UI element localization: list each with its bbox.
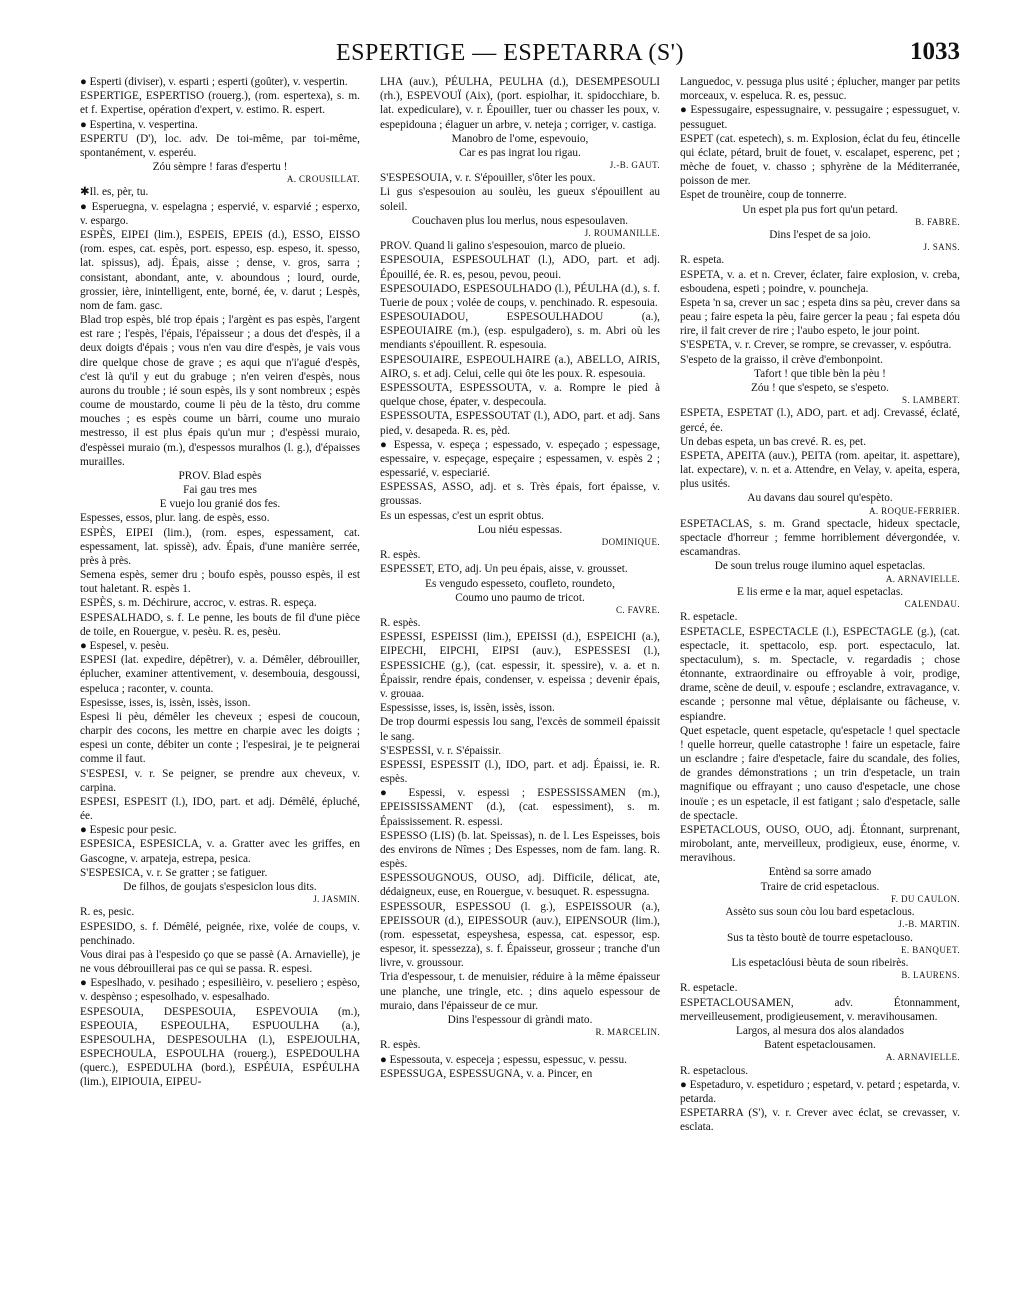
dictionary-entry: ESPÈS, s. m. Déchirure, accroc, v. estras. R. espeça. <box>80 597 317 610</box>
dictionary-entry: S'espeto de la graisso, il crève d'embonpoint. <box>680 353 883 366</box>
dictionary-entry: R. espetacle. <box>680 982 738 995</box>
citation-line: Batent espetaclousamen. <box>764 1039 876 1052</box>
dictionary-entry: Espet de trounèire, coup de tonnerre. <box>680 189 847 202</box>
citation-author: F. DU CAULON. <box>891 893 960 904</box>
dictionary-entry: S'ESPETA, v. r. Crever, se rompre, se crevasser, v. espóutra. <box>680 339 952 352</box>
citation-line: Fai gau tres mes <box>183 484 257 497</box>
citation-author: CALENDAU. <box>904 599 960 610</box>
citation-line: Au davans dau sourel qu'espèto. <box>747 492 893 505</box>
citation-author: S. LAMBERT. <box>902 395 960 406</box>
dictionary-entry: R. espetaclous. <box>680 1064 749 1077</box>
dictionary-entry: ● Espertina, v. vespertina. <box>80 118 198 131</box>
dictionary-entry: ● Esperuegna, v. espelagna ; espervié, v. esparvié ; esperxo, v. espargo. <box>80 200 360 227</box>
dictionary-entry: R. espès. <box>380 1039 421 1052</box>
dictionary-entry: Espesi li pèu, démêler les cheveux ; espesi de coucoun, charpir des cocons, les mettre en charpie avec les doigts ; espesi un conte, débiter un conte ; l'espesirai, je te peignerai comme il faut. <box>80 710 360 766</box>
citation-author: J. ROUMANILLE. <box>584 228 660 238</box>
citation-line: Tafort ! que tible bèn la pèu ! <box>754 367 886 380</box>
dictionary-entry: R. espetacle. <box>680 611 738 624</box>
dictionary-entry: ESPETARRA (S'), v. r. Crever avec éclat, se crevasser, v. esclata. <box>680 1107 960 1134</box>
dictionary-entry: ● Esperti (diviser), v. esparti ; esperti (goûter), v. vespertin. <box>80 76 348 88</box>
dictionary-entry: ● Espesel, v. pesèu. <box>80 639 169 652</box>
citation-author: B. LAURENS. <box>901 970 960 981</box>
citation-author: R. MARCELIN. <box>595 1027 660 1038</box>
dictionary-entry: Espeta 'n sa, crever un sac ; espeta dins sa pèu, crever dans sa peau ; faire espeta la pèu, faire gercer la peau ; fai espeta dóu rire, il fait crever de rire ; l'aubo espeto, le jour point. <box>680 296 960 338</box>
citation-line: Car es pas ingrat lou rigau. <box>459 146 581 159</box>
citation-line: Es vengudo espesseto, coufleto, roundeto, <box>425 577 615 590</box>
dictionary-entry: Un debas espeta, un bas crevé. R. es, pet. <box>680 435 867 448</box>
dictionary-entry: ESPESIDO, s. f. Démêlé, peignée, rixe, volée de coups, v. penchinado. <box>80 920 360 947</box>
citation-line: Zóu sèmpre ! faras d'espertu ! <box>152 161 288 174</box>
dictionary-entry: Semena espès, semer dru ; boufo espès, pousso espès, il est tout haletant. R. espès 1. <box>80 569 360 596</box>
citation-line: De filhos, de goujats s'espesiclon lous dits. <box>123 880 317 893</box>
citation-author: E. BANQUET. <box>901 944 960 955</box>
citation-line: Lis espetaclóusi bèuta de soun ribeirès. <box>731 956 909 969</box>
dictionary-entry: R. espeta. <box>680 254 725 267</box>
dictionary-entry: PROV. Quand li galino s'espesouion, marco de plueio. <box>380 240 626 253</box>
dictionary-entry: ESPESALHADO, s. f. Le penne, les bouts de fil d'une pièce de toile, en Rouergue, v. pesèu. R. es, pesèu. <box>80 611 360 638</box>
column-left <box>80 75 360 1290</box>
dictionary-entry: Espessisse, isses, is, issèn, issès, isson. <box>380 702 555 715</box>
citation-line: Manobro de l'ome, espevouio, <box>451 132 589 145</box>
dictionary-entry: ESPESOUIA, ESPESOULHAT (l.), ADO, part. et adj. Épouillé, ée. R. es, pesou, pevou, peoui. <box>380 254 660 281</box>
dictionary-entry: ESPESSO (LIS) (b. lat. Speissas), n. de l. Les Espeisses, bois des environs de Nîmes ; Des Espesses, nom de fam. lang. R. espès. <box>380 829 660 871</box>
citation-line: PROV. Blad espès <box>178 469 262 482</box>
dictionary-entry: Li gus s'espesouion au soulèu, les gueux s'épouillent au soleil. <box>380 186 660 213</box>
dictionary-entry: ● Espessugaire, espessugnaire, v. pessugaire ; espessuguet, v. pessuguet. <box>680 104 960 131</box>
dictionary-entry: Es un espessas, c'est un esprit obtus. <box>380 509 544 522</box>
citation-line: Zóu ! que s'espeto, se s'espeto. <box>750 382 890 394</box>
dictionary-entry: ESPESOUIA, DESPESOUIA, ESPEVOUIA (m.), ESPEOUIA, ESPEOULHA, ESPUOULHA (a.), ESPESOULHA, DESPESOULHA (l.), ESPEJOULHA, ESPECHOULA, ESPOULHA (rouerg.), ESPEDOULHA (querc.), ESPEDULHA (bord.), ESPÉUIA, ESPÉULHA (lim.), EIPIOUIA, EIPEU- <box>80 1005 360 1089</box>
citation-author: J.-B. GAUT. <box>609 160 660 171</box>
dictionary-entry: ESPESICA, ESPESICLA, v. a. Gratter avec les griffes, en Gascogne, v. arpateja, estrepa, pesica. <box>80 838 360 865</box>
dictionary-entry: ESPERTU (D'), loc. adv. De toi-même, par toi-même, spontanément, v. esperéu. <box>80 132 360 159</box>
dictionary-entry: ESPET (cat. espetech), s. m. Explosion, éclat du feu, étincelle qui éclate, pétard, bruit de fouet, v. escalapet, esperenc, pet ; mèche de fouet, v. chasso ; sphyrène de la Méditerranée, poisson de mer. <box>680 132 960 188</box>
dictionary-entry: ● Espessi, v. espessi ; ESPESSISSAMEN (m.), EPEISSISSAMENT (d.), (cat. espessiment), s. m. Épaississement. R. espessi. <box>380 787 660 828</box>
dictionary-entry: S'ESPESICA, v. r. Se gratter ; se fatiguer. <box>80 866 268 879</box>
dictionary-entry: Vous dirai pas à l'espesido ço que se passè (A. Arnavielle), je ne vous débrouillerai pas ce qui se passa. R. espesi. <box>80 948 360 976</box>
running-title: ESPERTIGE — ESPETARRA (S') <box>336 40 684 66</box>
citation-author: J. JASMIN. <box>313 894 360 905</box>
dictionary-entry: Espesisse, isses, is, issèn, issès, isson. <box>80 696 251 709</box>
dictionary-entry: ESPÈS, EIPEI (lim.), ESPEIS, EPEIS (d.), ESSO, EISSO (rom. espes, cat. espès, port. espesso, esp. espeso, it. spesso, lat. spissus), adj. Épais, aisse ; dense, v. gros, sarra ; consistant, abondant, ante, v. aboundous ; lourd, ourde, grossier, ière, inintelligent, ente, borné, ée, v. darut ; Lespès, nom de fam. gasc. <box>80 229 360 312</box>
dictionary-entry: ● Espessa, v. espeça ; espessado, v. espeçado ; espessage, espessaire, v. espeçage, espeçaire ; espessamen, v. espès 2 ; espessarié, v. especiarié. <box>380 438 660 480</box>
dictionary-entry: ESPESOUIADOU, ESPESOULHADOU (a.), ESPEOUIAIRE (m.), (esp. espulgadero), s. m. Abri où les mendiants s'épouillent. R. espesouia. <box>380 311 660 352</box>
citation-author: C. FAVRE. <box>615 604 660 615</box>
dictionary-entry: ESPESSOUGNOUS, OUSO, adj. Difficile, délicat, ate, dédaigneux, euse, en Rouergue, v. besuquet. R. espessugna. <box>380 872 660 899</box>
dictionary-entry: ESPETA, ESPETAT (l.), ADO, part. et adj. Crevassé, éclaté, gercé, ée. <box>680 407 960 434</box>
column-right <box>680 75 960 1290</box>
dictionary-entry: ESPETACLOUS, OUSO, OUO, adj. Étonnant, surprenant, mirobolant, ante, merveilleux, prodigieux, euse, énorme, v. meravihous. <box>680 823 960 865</box>
citation-line: E vuejo lou granié dos fes. <box>159 498 281 511</box>
dictionary-entry: ESPESI, ESPESIT (l.), IDO, part. et adj. Démêlé, épluché, ée. <box>80 795 360 823</box>
dictionary-entry: ● Espetaduro, v. espetiduro ; espetard, v. petard ; espetarda, v. petarda. <box>680 1078 960 1105</box>
citation-line: Coumo uno paumo de tricot. <box>455 591 585 604</box>
dictionary-entry: ESPERTIGE, ESPERTISO (rouerg.), (rom. espertexa), s. m. et f. Expertise, opération d'expert, v. estimo. R. espert. <box>80 90 360 117</box>
citation-author: A. CROUSILLAT. <box>286 174 360 185</box>
dictionary-entry: S'ESPESOUIA, v. r. S'épouiller, s'ôter les poux. <box>380 172 596 185</box>
dictionary-entry: ESPÈS, EIPEI (lim.), (rom. espes, espessament, cat. espessament, lat. spissè), adv. Épais, d'une manière serrée, près à près. <box>80 526 360 567</box>
dictionary-entry: R. espès. <box>380 617 421 630</box>
citation-line: Dins l'espessour di gràndi mato. <box>447 1013 593 1026</box>
dictionary-entry: R. es, pesic. <box>80 906 135 919</box>
citation-line: Entènd sa sorre amado <box>768 866 872 879</box>
dictionary-entry: ● Espessouta, v. especeja ; espessu, espessuc, v. pessu. <box>380 1053 627 1066</box>
dictionary-entry: ESPETA, APEITA (auv.), PEITA (rom. apeitar, it. aspettare), lat. expectare), v. n. et a. Attendre, en Velay, v. apeita, espera, plus usités. <box>680 449 960 491</box>
dictionary-entry: ESPETA, v. a. et n. Crever, éclater, faire explosion, v. creba, esboudena, espeti ; poindre, v. pouncheja. <box>680 268 960 295</box>
dictionary-entry: R. espès. <box>380 549 421 562</box>
dictionary-entry: ESPESSOUTA, ESPESSOUTA, v. a. Rompre le pied à quelque chose, épater, v. despecoula. <box>380 382 660 409</box>
citation-author: A. ROQUE-FERRIER. <box>868 505 960 516</box>
citation-line: Traire de crid espetaclous. <box>760 880 880 893</box>
dictionary-columns <box>80 75 960 1290</box>
dictionary-entry: ✱Il. es, pèr, tu. <box>80 186 149 199</box>
dictionary-entry: ESPESSOUR, ESPESSOU (l. g.), ESPEISSOUR (a.), EPEISSOUR (d.), EIPESSOUR (auv.), EIPENSOUR (lim.), (rom. espessetat, espeyshesa, espessa, cat. espessor, esp. espesor, it. spessezza), s. f. Épaisseur, grosseur ; tranche d'un livre, v. groussour. <box>380 900 660 970</box>
citation-author: A. ARNAVIELLE. <box>885 1052 960 1063</box>
dictionary-entry: ESPETACLAS, s. m. Grand spectacle, hideux spectacle, spectacle d'horreur ; femme horriblement dévergondée, v. escamandras. <box>680 517 960 559</box>
page-number: 1033 <box>910 38 960 65</box>
dictionary-entry: ESPESOUIADO, ESPESOULHADO (l.), PÉULHA (d.), s. f. Tuerie de poux ; volée de coups, v. penchinado. R. espesouia. <box>380 282 660 309</box>
dictionary-entry: ESPETACLE, ESPECTACLE (l.), ESPECTAGLE (g.), (cat. espectacle, it. spettacolo, esp. port. espectaculo, lat. spectaculum), s. m. Spectacle, v. regardadis ; chose étonnante, extraordinaire ou effroyable à voir, prodige, drame, scène de deuil, v. espoufe ; esclandre, extravagance, v. escande ; personne mal vêtue, déplaisante ou fâcheuse, v. espiandre. <box>680 625 960 723</box>
page-header <box>60 38 960 68</box>
dictionary-entry: Tria d'espessour, t. de menuisier, réduire à la même épaisseur une planche, une tringle, etc. ; dins aquelo espessour de muraio, dans l'épaisseur de ce mur. <box>380 971 660 1012</box>
dictionary-entry: LHA (auv.), PÉULHA, PEULHA (d.), DESEMPESOULI (rh.), ESPEVOUÏ (Aix), (port. espiolhar, it. spidocchiare, b. lat. expediculare), v. r. Épouiller, tuer ou chasser les poux, v. espepidouna ; élaguer un arbre, v. neteja ; corriger, v. castiga. <box>380 76 660 131</box>
dictionary-entry: Quet espetacle, quent espetacle, qu'espetacle ! quel spectacle ! quelle horreur, quelle catastrophe ! faire un espetacle, faire un esclandre ; faire d'espetacle, faire du scandale, des folies, de grandes démonstrations ; un trin d'espetacle, un train magnifique ou effrayant ; uno causo d'espetacle, une chose inouïe ; es un espetacle, il est fatigant ; salo d'espetacle, salle de spectacle. <box>680 724 960 822</box>
dictionary-entry: S'ESPESSI, v. r. S'épaissir. <box>380 744 502 757</box>
column-middle <box>380 75 660 1290</box>
dictionary-entry: Languedoc, v. pessuga plus usité ; éplucher, manger par petits morceaux, v. espeluca. R. es, pessuc. <box>680 76 960 103</box>
dictionary-entry: De trop dourmi espessis lou sang, l'excès de sommeil épaissit le sang. <box>380 716 660 743</box>
citation-author: J.-B. MARTIN. <box>898 919 960 930</box>
citation-line: De soun trelus rouge ilumino aquel espetaclas. <box>714 560 926 573</box>
citation-line: Sus ta tèsto boutè de tourre espetaclouso. <box>726 931 914 944</box>
dictionary-entry: ESPESSET, ETO, adj. Un peu épais, aisse, v. grousset. <box>380 563 628 576</box>
citation-line: Couchaven plus lou merlus, nous espesoulaven. <box>411 214 629 227</box>
dictionary-entry: ESPESSUGA, ESPESSUGNA, v. a. Pincer, en <box>380 1067 593 1080</box>
citation-line: E lis erme e la mar, aquel espetaclas. <box>736 585 904 598</box>
citation-line: Dins l'espet de sa joio. <box>769 229 871 241</box>
dictionary-entry: S'ESPESI, v. r. Se peigner, se prendre aux cheveux, v. carpina. <box>80 767 360 794</box>
dictionary-entry: ESPESSI, ESPEISSI (lim.), EPEISSI (d.), ESPEICHI (a.), EIPECHI, EIPCHI, EIPSI (auv.), ESPESSESI (l.), ESPESSICHE (g.), (cat. espessir, it. spessire), v. a. et n. Épaissir, rendre épais, condenser, v. espeissa ; devenir épais, v. grouaa. <box>380 631 660 700</box>
citation-author: J. SANS. <box>923 242 960 253</box>
dictionary-entry: ESPESSOUTA, ESPESSOUTAT (l.), ADO, part. et adj. Sans pied, v. desapeda. R. es, pèd. <box>380 410 660 437</box>
dictionary-entry: ESPESSAS, ASSO, adj. et s. Très épais, fort épaisse, v. groussas. <box>380 481 660 508</box>
dictionary-entry: ESPESI (lat. expedire, dépêtrer), v. a. Démêler, débrouiller, éplucher, examiner attentivement, v. desembouia, desgoussi, espeluca ; raconter, v. counta. <box>80 654 360 695</box>
citation-line: Lou niéu espessas. <box>477 523 563 536</box>
citation-line: Largos, al mesura dos alos alandados <box>736 1024 904 1037</box>
dictionary-entry: ● Espesic pour pesic. <box>80 824 177 837</box>
citation-line: Assèto sus soun còu lou bard espetaclous. <box>725 906 915 919</box>
citation-author: B. FABRE. <box>915 216 960 227</box>
citation-author: DOMINIQUE. <box>601 536 660 547</box>
citation-line: Un espet pla pus fort qu'un petard. <box>742 203 898 216</box>
dictionary-entry: ESPESSI, ESPESSIT (l.), IDO, part. et adj. Épaissi, ie. R. espès. <box>380 758 660 786</box>
dictionary-entry: ● Espeslhado, v. pesihado ; espesilièiro, v. peseliero ; espèso, v. despènso ; espesolhado, v. espesalhado. <box>80 977 360 1004</box>
dictionary-entry: ESPETACLOUSAMEN, adv. Étonnamment, merveilleusement, prodigieusement, v. meravihousamen. <box>680 996 960 1023</box>
dictionary-entry: Blad trop espès, blé trop épais ; l'argènt es pas espès, l'argent est rare ; l'espès, l'épais, l'épaisseur ; a dous det d'espès, il a deux doigts d'épais ; vous n'en vau dire d'espès, je vais vous dire quelque chose de grave ; es aqui que n'i'agué d'espès, c'est là qu'il y eut du grabuge ; n'en veiren d'espès, nous aurons du trouble ; ié soun espès, ils y sont nombreux ; espès coume de moustardo, coume li pèu de la tèsto, dru comme mouches ; es espès coume un bàrri, coume uno muraio mestresso, il est plus épais qu'un mur ; d'espèssi muraio, d'espèssei muraio (m.), d'espessos muralhos (l. g.), d'épaisses murailles. <box>80 314 360 468</box>
citation-author: A. ARNAVIELLE. <box>885 573 960 584</box>
dictionary-entry: Espesses, essos, plur. lang. de espès, esso. <box>80 512 270 525</box>
dictionary-entry: ESPESOUIAIRE, ESPEOULHAIRE (a.), ABELLO, AIRIS, AIRO, s. et adj. Celui, celle qui ôte les poux. R. espesouia. <box>380 353 660 380</box>
